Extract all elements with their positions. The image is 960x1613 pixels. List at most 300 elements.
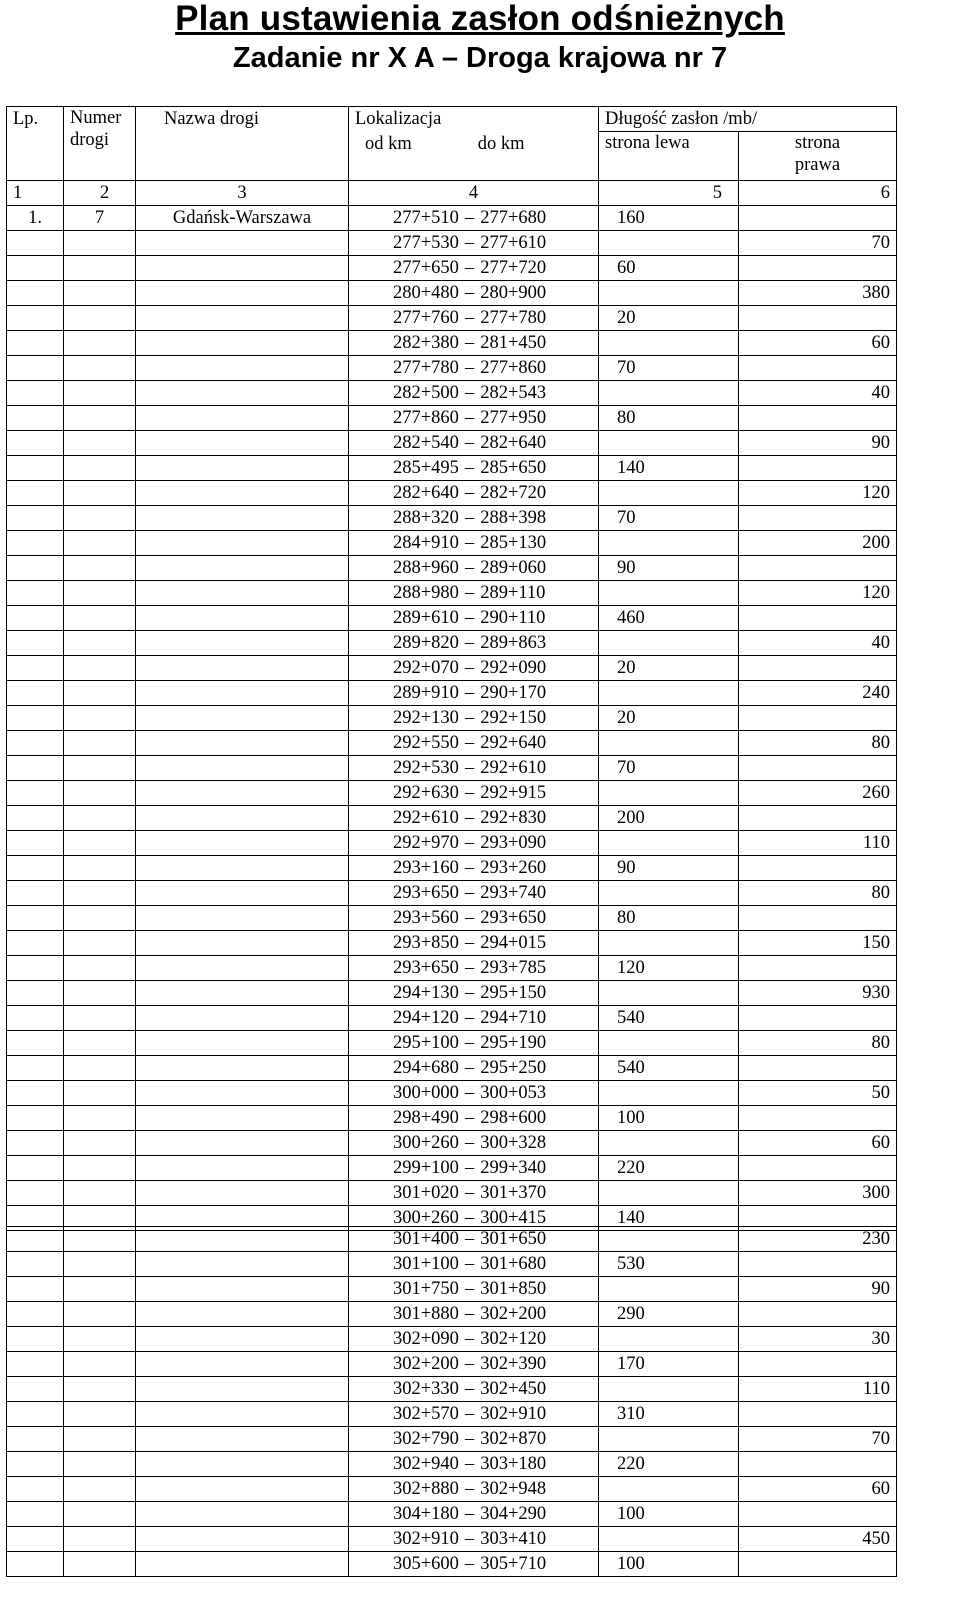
km-to: 282+543	[480, 382, 547, 403]
km-from: 301+400	[393, 1229, 459, 1249]
table-row	[7, 230, 897, 255]
cell-numer-drogi	[64, 305, 136, 330]
cell-lp	[7, 455, 64, 480]
cell-nazwa-drogi	[136, 305, 349, 330]
cell-lokalizacja	[349, 805, 599, 830]
table-row	[7, 705, 897, 730]
cell-lp	[7, 680, 64, 705]
cell-strona-lewa: 160	[599, 205, 739, 230]
cell-strona-prawa	[739, 1452, 897, 1477]
km-from: 298+490	[393, 1107, 459, 1128]
cell-lokalizacja	[349, 1427, 599, 1452]
cell-numer-drogi	[64, 855, 136, 880]
km-dash: –	[464, 432, 475, 453]
cell-strona-prawa	[739, 205, 897, 230]
cell-lp	[7, 1527, 64, 1552]
km-from: 301+880	[393, 1304, 459, 1324]
header-do-km: do km	[477, 133, 525, 154]
cell-numer-drogi	[64, 230, 136, 255]
cell-strona-lewa	[599, 880, 739, 905]
km-from: 292+550	[393, 732, 459, 753]
km-dash: –	[464, 282, 475, 303]
cell-numer-drogi	[64, 405, 136, 430]
cell-lp	[7, 405, 64, 430]
cell-strona-prawa: 150	[739, 930, 897, 955]
cell-numer-drogi	[64, 955, 136, 980]
km-from: 277+530	[393, 232, 459, 253]
km-from: 302+790	[393, 1429, 459, 1449]
cell-nazwa-drogi	[136, 480, 349, 505]
cell-strona-lewa	[599, 480, 739, 505]
km-from: 292+630	[393, 782, 459, 803]
table-row	[7, 1502, 897, 1527]
cell-nazwa-drogi	[136, 1277, 349, 1302]
cell-lp	[7, 705, 64, 730]
cell-strona-lewa: 20	[599, 655, 739, 680]
cell-lokalizacja	[349, 1227, 599, 1252]
cell-strona-prawa	[739, 305, 897, 330]
km-dash: –	[464, 1032, 475, 1053]
cell-strona-lewa	[599, 1080, 739, 1105]
table-row	[7, 680, 897, 705]
cell-lokalizacja	[349, 955, 599, 980]
cell-strona-lewa: 290	[599, 1302, 739, 1327]
document-subtitle: Zadanie nr X A – Droga krajowa nr 7	[232, 42, 728, 74]
cell-lokalizacja	[349, 1452, 599, 1477]
km-to: 300+053	[480, 1082, 547, 1103]
cell-lp	[7, 1402, 64, 1427]
table-row	[7, 855, 897, 880]
cell-strona-lewa: 540	[599, 1055, 739, 1080]
cell-strona-prawa: 240	[739, 680, 897, 705]
table-row	[7, 555, 897, 580]
km-dash: –	[464, 1229, 475, 1249]
cell-lp	[7, 955, 64, 980]
header-nazwa-drogi: Nazwa drogi	[136, 107, 349, 181]
km-from: 292+610	[393, 807, 459, 828]
cell-numer-drogi	[64, 255, 136, 280]
cell-lp	[7, 1377, 64, 1402]
table-row	[7, 1377, 897, 1402]
column-numbers-row	[7, 180, 897, 205]
cell-strona-lewa: 140	[599, 1205, 739, 1230]
km-dash: –	[464, 557, 475, 578]
cell-strona-lewa: 540	[599, 1005, 739, 1030]
cell-numer-drogi	[64, 380, 136, 405]
km-from: 277+760	[393, 307, 459, 328]
km-from: 292+530	[393, 757, 459, 778]
cell-lokalizacja	[349, 230, 599, 255]
cell-lokalizacja	[349, 430, 599, 455]
cell-numer-drogi	[64, 705, 136, 730]
cell-strona-lewa: 20	[599, 705, 739, 730]
cell-strona-prawa	[739, 1502, 897, 1527]
cell-strona-lewa: 80	[599, 905, 739, 930]
cell-nazwa-drogi	[136, 280, 349, 305]
km-dash: –	[464, 357, 475, 378]
km-from: 292+070	[393, 657, 459, 678]
cell-nazwa-drogi	[136, 1005, 349, 1030]
km-dash: –	[464, 632, 475, 653]
cell-strona-prawa: 80	[739, 1030, 897, 1055]
cell-nazwa-drogi	[136, 605, 349, 630]
table-row	[7, 655, 897, 680]
cell-strona-lewa	[599, 1130, 739, 1155]
cell-strona-prawa	[739, 805, 897, 830]
cell-strona-lewa: 70	[599, 755, 739, 780]
cell-lokalizacja	[349, 1055, 599, 1080]
km-to: 302+120	[480, 1329, 547, 1349]
table-row	[7, 830, 897, 855]
cell-lokalizacja	[349, 280, 599, 305]
cell-numer-drogi	[64, 805, 136, 830]
km-from: 302+570	[393, 1404, 459, 1424]
cell-lokalizacja	[349, 505, 599, 530]
km-from: 282+640	[393, 482, 459, 503]
km-to: 290+170	[480, 682, 547, 703]
cell-strona-prawa	[739, 1552, 897, 1577]
cell-strona-prawa	[739, 1005, 897, 1030]
km-from: 301+020	[393, 1182, 459, 1203]
table-row	[7, 1477, 897, 1502]
cell-lp	[7, 980, 64, 1005]
cell-numer-drogi	[64, 1105, 136, 1130]
cell-nazwa-drogi	[136, 705, 349, 730]
cell-lokalizacja	[349, 1552, 599, 1577]
km-from: 282+540	[393, 432, 459, 453]
km-from: 294+680	[393, 1057, 459, 1078]
cell-numer-drogi	[64, 1055, 136, 1080]
cell-nazwa-drogi	[136, 1105, 349, 1130]
cell-strona-lewa: 20	[599, 305, 739, 330]
km-dash: –	[464, 482, 475, 503]
km-from: 289+910	[393, 682, 459, 703]
cell-nazwa-drogi	[136, 1130, 349, 1155]
cell-numer-drogi	[64, 1352, 136, 1377]
cell-strona-lewa	[599, 980, 739, 1005]
cell-numer-drogi	[64, 1427, 136, 1452]
cell-strona-lewa	[599, 930, 739, 955]
cell-lokalizacja	[349, 1352, 599, 1377]
table-row	[7, 1427, 897, 1452]
km-from: 285+495	[393, 457, 459, 478]
cell-numer-drogi	[64, 680, 136, 705]
km-dash: –	[464, 1379, 475, 1399]
table-row	[7, 755, 897, 780]
cell-lokalizacja	[349, 1277, 599, 1302]
km-from: 295+100	[393, 1032, 459, 1053]
table-row	[7, 730, 897, 755]
cell-lokalizacja	[349, 1005, 599, 1030]
cell-nazwa-drogi: Gdańsk-Warszawa	[136, 205, 349, 230]
km-dash: –	[464, 1354, 475, 1374]
cell-nazwa-drogi	[136, 355, 349, 380]
km-to: 302+200	[480, 1304, 547, 1324]
table-row	[7, 330, 897, 355]
km-from: 288+980	[393, 582, 459, 603]
table-row	[7, 1552, 897, 1577]
km-dash: –	[464, 682, 475, 703]
cell-numer-drogi	[64, 780, 136, 805]
cell-numer-drogi	[64, 755, 136, 780]
km-dash: –	[464, 457, 475, 478]
km-dash: –	[464, 532, 475, 553]
cell-strona-prawa	[739, 505, 897, 530]
snow-fence-table-continued	[6, 1226, 897, 1577]
cell-lokalizacja	[349, 1080, 599, 1105]
km-dash: –	[464, 982, 475, 1003]
cell-lp	[7, 1352, 64, 1377]
cell-strona-lewa: 140	[599, 455, 739, 480]
cell-strona-prawa: 30	[739, 1327, 897, 1352]
cell-nazwa-drogi	[136, 1327, 349, 1352]
table-row	[7, 430, 897, 455]
cell-numer-drogi	[64, 1377, 136, 1402]
cell-strona-prawa	[739, 255, 897, 280]
km-from: 288+960	[393, 557, 459, 578]
cell-lokalizacja	[349, 605, 599, 630]
cell-strona-prawa: 300	[739, 1180, 897, 1205]
cell-lp	[7, 1327, 64, 1352]
km-to: 293+785	[480, 957, 547, 978]
km-to: 292+610	[480, 757, 547, 778]
colnum-4: 4	[349, 180, 599, 205]
cell-lokalizacja	[349, 1155, 599, 1180]
km-from: 302+200	[393, 1354, 459, 1374]
table-row	[7, 605, 897, 630]
km-to: 300+328	[480, 1132, 547, 1153]
km-from: 300+000	[393, 1082, 459, 1103]
header-strona-lewa: strona lewa	[599, 132, 739, 181]
cell-strona-lewa: 200	[599, 805, 739, 830]
table-row	[7, 580, 897, 605]
header-numer-drogi: Numer drogi	[64, 107, 136, 181]
table-row	[7, 405, 897, 430]
km-from: 289+610	[393, 607, 459, 628]
cell-strona-prawa: 80	[739, 730, 897, 755]
km-to: 302+390	[480, 1354, 547, 1374]
cell-strona-lewa	[599, 1377, 739, 1402]
km-dash: –	[464, 832, 475, 853]
cell-lokalizacja	[349, 730, 599, 755]
cell-lokalizacja	[349, 1030, 599, 1055]
cell-nazwa-drogi	[136, 1155, 349, 1180]
cell-nazwa-drogi	[136, 780, 349, 805]
cell-strona-lewa: 90	[599, 855, 739, 880]
cell-strona-lewa	[599, 1527, 739, 1552]
km-dash: –	[464, 1057, 475, 1078]
table-row	[7, 1402, 897, 1427]
cell-numer-drogi	[64, 1452, 136, 1477]
km-dash: –	[464, 232, 475, 253]
cell-lp	[7, 730, 64, 755]
cell-numer-drogi	[64, 1155, 136, 1180]
cell-lokalizacja	[349, 555, 599, 580]
cell-lokalizacja	[349, 580, 599, 605]
km-from: 305+600	[393, 1554, 459, 1574]
km-dash: –	[464, 332, 475, 353]
cell-numer-drogi	[64, 1527, 136, 1552]
km-to: 288+398	[480, 507, 547, 528]
cell-lokalizacja	[349, 1527, 599, 1552]
cell-strona-lewa	[599, 380, 739, 405]
cell-lp	[7, 1552, 64, 1577]
km-from: 288+320	[393, 507, 459, 528]
cell-lp	[7, 380, 64, 405]
km-dash: –	[464, 707, 475, 728]
cell-numer-drogi	[64, 1477, 136, 1502]
cell-nazwa-drogi	[136, 330, 349, 355]
table-row	[7, 1527, 897, 1552]
km-to: 290+110	[480, 607, 546, 628]
km-from: 280+480	[393, 282, 459, 303]
cell-strona-prawa: 110	[739, 830, 897, 855]
km-to: 285+130	[480, 532, 547, 553]
cell-lokalizacja	[349, 380, 599, 405]
cell-numer-drogi	[64, 280, 136, 305]
km-dash: –	[464, 1279, 475, 1299]
cell-lp	[7, 1477, 64, 1502]
cell-strona-lewa: 220	[599, 1155, 739, 1180]
table-row	[7, 1055, 897, 1080]
cell-lokalizacja	[349, 1502, 599, 1527]
km-to: 305+710	[480, 1554, 547, 1574]
cell-strona-prawa	[739, 1252, 897, 1277]
subheader-km	[349, 132, 599, 181]
km-from: 301+100	[393, 1254, 459, 1274]
km-dash: –	[464, 407, 475, 428]
km-dash: –	[464, 607, 475, 628]
cell-lokalizacja	[349, 705, 599, 730]
cell-nazwa-drogi	[136, 380, 349, 405]
cell-strona-prawa	[739, 905, 897, 930]
cell-numer-drogi	[64, 480, 136, 505]
km-dash: –	[464, 657, 475, 678]
cell-strona-lewa	[599, 1227, 739, 1252]
cell-numer-drogi	[64, 1005, 136, 1030]
cell-strona-lewa: 70	[599, 505, 739, 530]
km-dash: –	[464, 932, 475, 953]
cell-nazwa-drogi	[136, 1402, 349, 1427]
cell-nazwa-drogi	[136, 1352, 349, 1377]
cell-lokalizacja	[349, 205, 599, 230]
cell-strona-prawa: 70	[739, 1427, 897, 1452]
cell-numer-drogi	[64, 1402, 136, 1427]
cell-lokalizacja	[349, 680, 599, 705]
table-row	[7, 1080, 897, 1105]
colnum-1: 1	[7, 180, 64, 205]
km-from: 302+880	[393, 1479, 459, 1499]
table-row	[7, 280, 897, 305]
table-row	[7, 1252, 897, 1277]
cell-strona-lewa: 80	[599, 405, 739, 430]
cell-nazwa-drogi	[136, 1452, 349, 1477]
cell-lokalizacja	[349, 980, 599, 1005]
cell-strona-lewa: 530	[599, 1252, 739, 1277]
km-dash: –	[464, 257, 475, 278]
cell-strona-prawa	[739, 755, 897, 780]
cell-nazwa-drogi	[136, 1252, 349, 1277]
km-to: 298+600	[480, 1107, 547, 1128]
cell-strona-lewa	[599, 730, 739, 755]
km-from: 294+130	[393, 982, 459, 1003]
km-to: 295+150	[480, 982, 547, 1003]
cell-lp	[7, 555, 64, 580]
cell-numer-drogi	[64, 1252, 136, 1277]
km-dash: –	[464, 1504, 475, 1524]
km-to: 280+900	[480, 282, 547, 303]
table-row	[7, 1130, 897, 1155]
cell-strona-prawa: 90	[739, 430, 897, 455]
km-to: 293+260	[480, 857, 547, 878]
cell-lp	[7, 1427, 64, 1452]
cell-lokalizacja	[349, 855, 599, 880]
cell-lokalizacja	[349, 1377, 599, 1402]
cell-strona-prawa	[739, 1352, 897, 1377]
cell-strona-prawa: 930	[739, 980, 897, 1005]
km-to: 277+950	[480, 407, 547, 428]
cell-numer-drogi	[64, 555, 136, 580]
km-to: 295+250	[480, 1057, 547, 1078]
km-to: 289+110	[480, 582, 546, 603]
cell-nazwa-drogi	[136, 805, 349, 830]
cell-lp	[7, 1055, 64, 1080]
km-from: 293+850	[393, 932, 459, 953]
km-from: 293+650	[393, 957, 459, 978]
table-row	[7, 255, 897, 280]
table-row	[7, 630, 897, 655]
km-dash: –	[464, 807, 475, 828]
cell-lp	[7, 1277, 64, 1302]
cell-lokalizacja	[349, 1180, 599, 1205]
cell-strona-prawa	[739, 605, 897, 630]
km-from: 299+100	[393, 1157, 459, 1178]
cell-strona-lewa: 170	[599, 1352, 739, 1377]
table-row	[7, 1155, 897, 1180]
cell-lokalizacja	[349, 405, 599, 430]
cell-numer-drogi	[64, 580, 136, 605]
cell-nazwa-drogi	[136, 405, 349, 430]
cell-nazwa-drogi	[136, 880, 349, 905]
km-to: 277+780	[480, 307, 547, 328]
table-row	[7, 1352, 897, 1377]
cell-strona-lewa	[599, 530, 739, 555]
table-row	[7, 1302, 897, 1327]
km-to: 299+340	[480, 1157, 547, 1178]
cell-lokalizacja	[349, 1477, 599, 1502]
km-from: 293+160	[393, 857, 459, 878]
header-lokalizacja: Lokalizacja	[349, 107, 599, 132]
km-dash: –	[464, 507, 475, 528]
cell-strona-lewa	[599, 1277, 739, 1302]
cell-lp	[7, 480, 64, 505]
cell-lokalizacja	[349, 1105, 599, 1130]
cell-lp	[7, 605, 64, 630]
colnum-6: 6	[739, 180, 897, 205]
cell-lokalizacja	[349, 905, 599, 930]
cell-nazwa-drogi	[136, 1527, 349, 1552]
cell-lp	[7, 1180, 64, 1205]
km-dash: –	[464, 1404, 475, 1424]
km-to: 277+610	[480, 232, 547, 253]
km-dash: –	[464, 732, 475, 753]
cell-lp	[7, 630, 64, 655]
cell-nazwa-drogi	[136, 630, 349, 655]
cell-nazwa-drogi	[136, 905, 349, 930]
table-row	[7, 1005, 897, 1030]
cell-strona-lewa: 90	[599, 555, 739, 580]
table-row	[7, 1227, 897, 1252]
